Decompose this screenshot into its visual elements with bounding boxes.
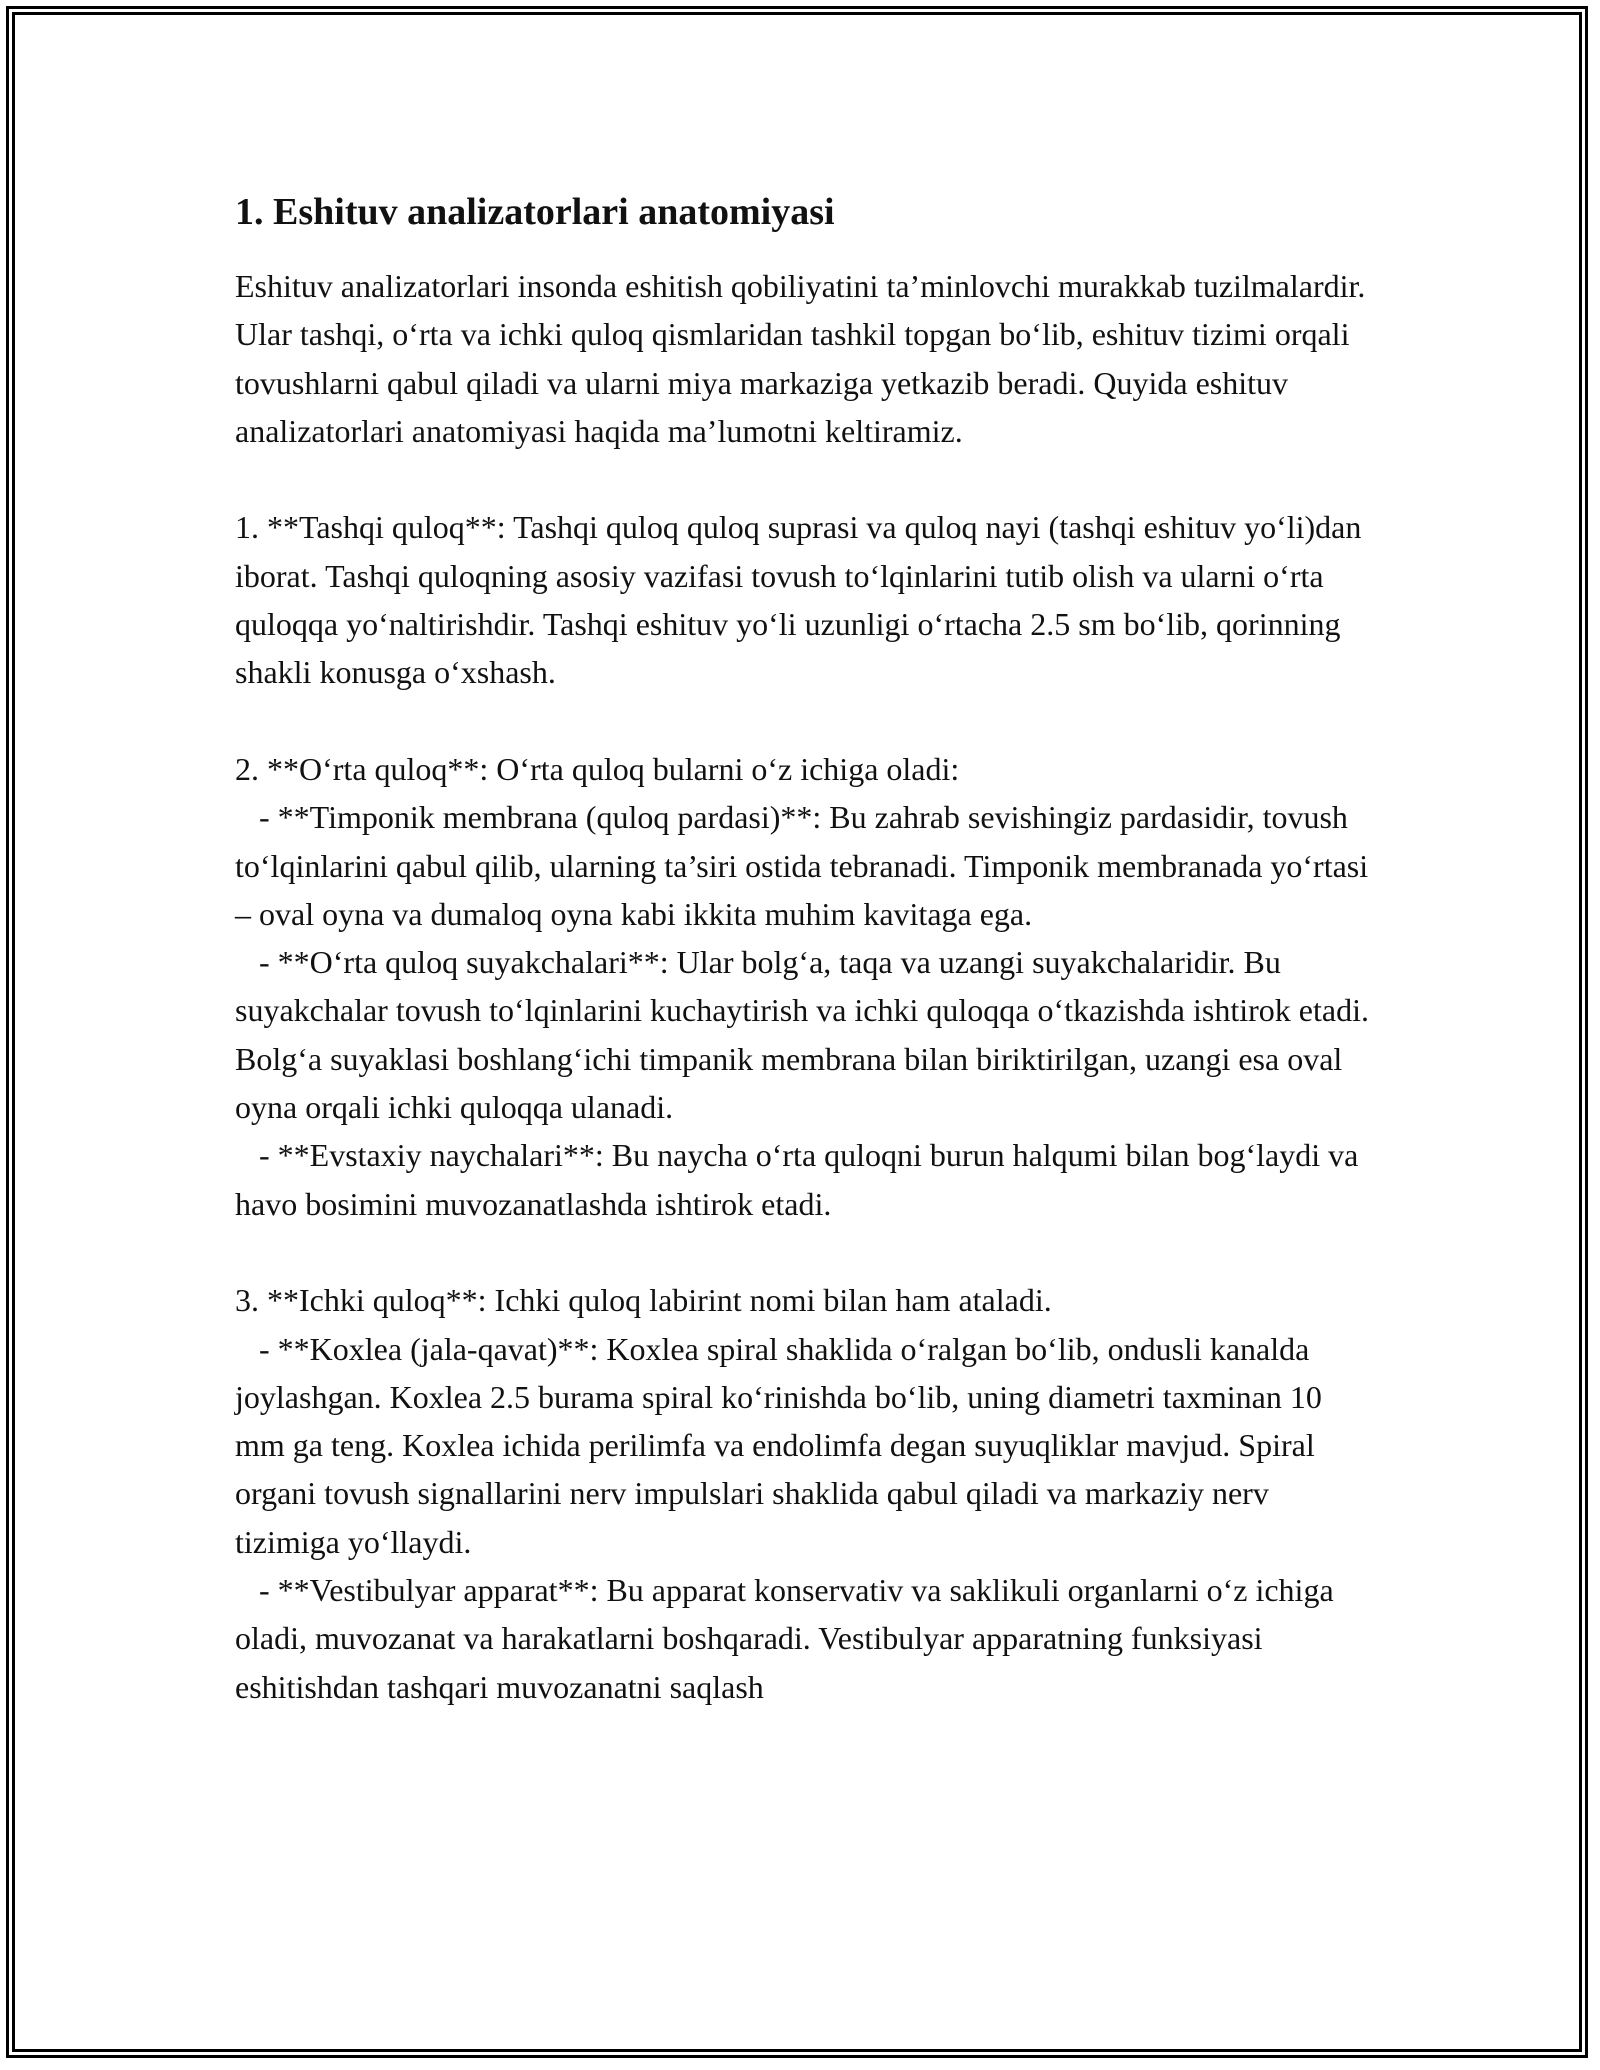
- section-2-item-ossicles: - **O‘rta quloq suyakchalari**: Ular bolg‘a, taqa va uzangi suyakchalaridir. Bu suyakchalar tovush to‘lqinlarini kuchaytirish va ichki quloqqa o‘tkazishda ishtirok etadi. Bolg‘a suyaklasi boshlang‘ichi timpanik membrana bilan biriktirilgan, uzangi esa oval oyna orqali ichki quloqqa ulanadi.: [235, 944, 1377, 1126]
- section-3-item-vestibular: - **Vestibulyar apparat**: Bu apparat konservativ va saklikuli organlarni o‘z ichiga oladi, muvozanat va harakatlarni boshqaradi. Vestibulyar apparatning funksiyasi eshitishdan tashqari muvozanatni saqlash: [235, 1572, 1342, 1705]
- section-3-item-cochlea: - **Koxlea (jala-qavat)**: Koxlea spiral shaklida o‘ralgan bo‘lib, ondusli kanalda joylashgan. Koxlea 2.5 burama spiral ko‘rinishda bo‘lib, uning diametri taxminan 10 mm ga teng. Koxlea ichida perilimfa va endolimfa degan suyuqliklar mavjud. Spiral organi tovush signallarini nerv impulslari shaklida qabul qiladi va markaziy nerv tizimiga yo‘llaydi.: [235, 1330, 1330, 1560]
- section-1-paragraph: 1. **Tashqi quloq**: Tashqi quloq quloq suprasi va quloq nayi (tashqi eshituv yo‘li)dan iborat. Tashqi quloqning asosiy vazifasi tovush to‘lqinlarini tutib olish va ularni o‘rta quloqqa yo‘naltirishdir. Tashqi eshituv yo‘li uzunligi o‘rtacha 2.5 sm bo‘lib, qorinning shakli konusga o‘xshash.: [235, 509, 1370, 691]
- section-2-item-membrane: - **Timponik membrana (quloq pardasi)**: Bu zahrab sevishingiz pardasidir, tovush to‘lqinlarini qabul qilib, ularning ta’siri ostida tebranadi. Timponik membranada yo‘rtasi – oval oyna va dumaloq oyna kabi ikkita muhim kavitaga ega.: [235, 799, 1377, 932]
- section-3-title: 3. **Ichki quloq**: Ichki quloq labirint nomi bilan ham ataladi.: [235, 1282, 1052, 1319]
- section-heading: 1. Eshituv analizatorlari anatomiyasi: [235, 191, 835, 233]
- section-2-item-eustachian: - **Evstaxiy naychalari**: Bu naycha o‘rta quloqni burun halqumi bilan bog‘laydi va havo bosimini muvozanatlashda ishtirok etadi.: [235, 1137, 1367, 1222]
- paragraph-gap: [235, 455, 1375, 503]
- document-body: [235, 188, 1375, 1711]
- paragraph-gap: [235, 697, 1375, 745]
- paragraph-gap: [235, 1228, 1375, 1276]
- section-2-title: 2. **O‘rta quloq**: O‘rta quloq bularni o‘z ichiga oladi:: [235, 750, 960, 787]
- intro-paragraph: Eshituv analizatorlari insonda eshitish qobiliyatini ta’minlovchi murakkab tuzilmalardir. Ular tashqi, o‘rta va ichki quloq qismlaridan tashkil topgan bo‘lib, eshituv tizimi orqali tovushlarni qabul qiladi va ularni miya markaziga yetkazib beradi. Quyida eshituv analizatorlari anatomiyasi haqida ma’lumotni keltiramiz.: [235, 268, 1374, 449]
